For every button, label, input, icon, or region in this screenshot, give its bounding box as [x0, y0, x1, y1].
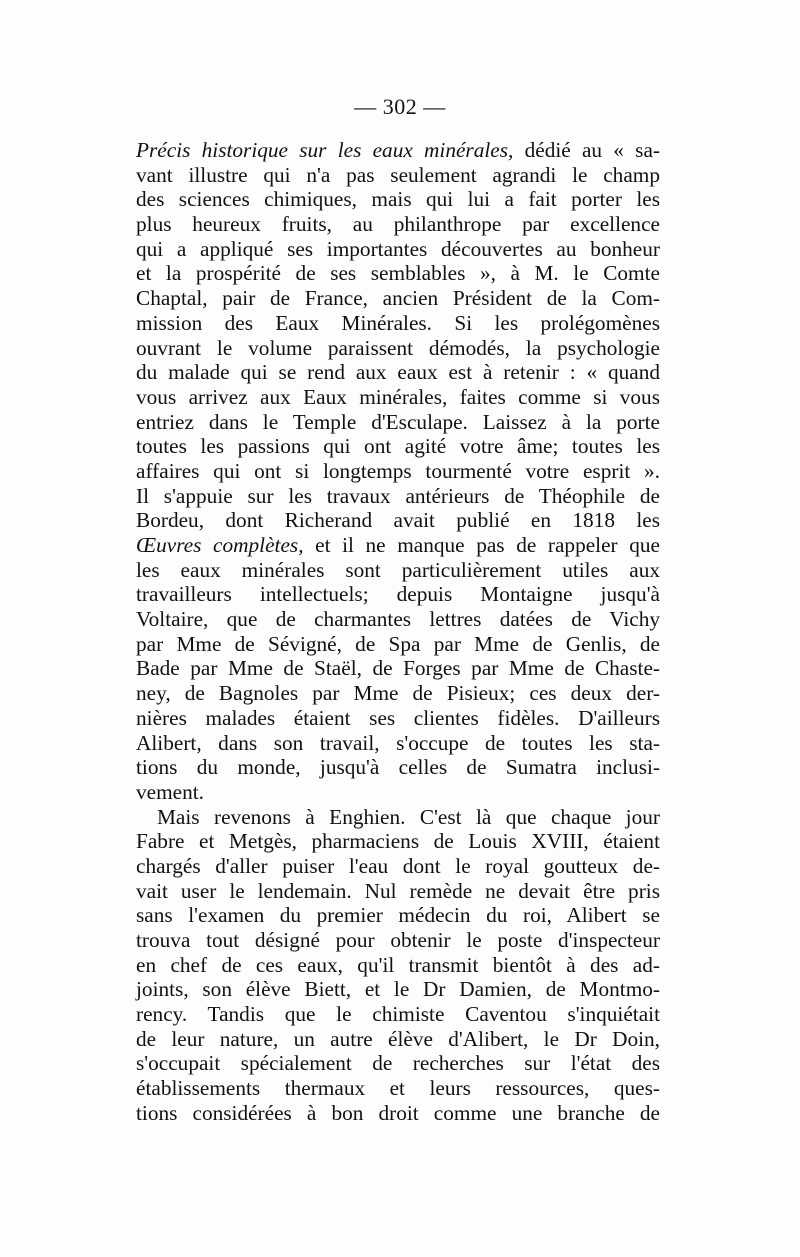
text-line: trouva tout désigné pour obtenir le poste d'inspecteur	[136, 928, 660, 952]
text-line: sans l'examen du premier médecin du roi, Alibert se	[136, 903, 660, 928]
text-line: vement.	[136, 779, 205, 804]
text-line: Alibert, dans son travail, s'occupe de toutes les sta-	[136, 730, 660, 755]
text-line: ney, de Bagnoles par Mme de Pisieux; ces deux der-	[136, 681, 660, 706]
text-line	[136, 138, 660, 163]
text-line: mission des Eaux Minérales. Si les prolégomènes	[136, 310, 660, 335]
text-line: Bordeu, dont Richerand avait publié en 1818 les	[136, 508, 660, 533]
text-line: affaires qui ont si longtemps tourmenté votre esprit ».	[136, 458, 660, 483]
text-line: des sciences chimiques, mais qui lui a fait porter les	[136, 187, 660, 212]
text-line: joints, son élève Biett, et le Dr Damien, de Montmo-	[136, 977, 660, 1002]
italic-title: Œuvres complètes,	[136, 533, 304, 557]
text-line: et la prospérité de ses semblables », à M. le Comte	[136, 261, 660, 286]
text-line: vant illustre qui n'a pas seulement agrandi le champ	[136, 162, 660, 187]
italic-title: Précis historique sur les eaux minérales,	[136, 138, 514, 162]
text-line	[136, 533, 660, 558]
text-line: Bade par Mme de Staël, de Forges par Mme de Chaste-	[136, 656, 660, 681]
page-number: — 302 —	[354, 94, 446, 119]
text-line: de leur nature, un autre élève d'Alibert, le Dr Doin,	[136, 1026, 660, 1051]
text-line: nières malades étaient ses clientes fidèles. D'ailleurs	[136, 705, 660, 730]
text-line: vait user le lendemain. Nul remède ne devait être pris	[136, 878, 660, 903]
text-line: Voltaire, que de charmantes lettres datées de Vichy	[136, 607, 660, 632]
text-line: établissements thermaux et leurs ressources, ques-	[136, 1076, 660, 1101]
text-line: toutes les passions qui ont agité votre âme; toutes les	[136, 434, 660, 459]
text-line: entriez dans le Temple d'Esculape. Laissez à la porte	[136, 409, 660, 434]
line-text: dédié au « sa-	[513, 138, 660, 162]
text-line: vous arrivez aux Eaux minérales, faites comme si vous	[136, 384, 660, 409]
text-line: ouvrant le volume paraissent démodés, la psychologie	[136, 335, 660, 360]
text-line: rency. Tandis que le chimiste Caventou s'inquiétait	[136, 1002, 660, 1027]
text-line: qui a appliqué ses importantes découvertes au bonheur	[136, 236, 660, 261]
text-line: par Mme de Sévigné, de Spa par Mme de Genlis, de	[136, 631, 660, 656]
text-line: s'occupait spécialement de recherches sur l'état des	[136, 1051, 660, 1076]
text-line: Fabre et Metgès, pharmaciens de Louis XVIII, étaient	[136, 829, 660, 854]
text-line: chargés d'aller puiser l'eau dont le royal goutteux de-	[136, 853, 660, 878]
text-line: travailleurs intellectuels; depuis Montaigne jusqu'à	[136, 582, 660, 607]
line-text: et il ne manque pas de rappeler que	[303, 533, 660, 557]
text-line: du malade qui se rend aux eaux est à retenir : « quand	[136, 360, 660, 385]
body-text	[136, 138, 660, 1126]
text-line: les eaux minérales sont particulièrement utiles aux	[136, 557, 660, 582]
text-line: Chaptal, pair de France, ancien Président de la Com-	[136, 286, 660, 311]
text-line: plus heureux fruits, au philanthrope par excellence	[136, 212, 660, 237]
text-line: tions considérées à bon droit comme une branche de	[136, 1100, 660, 1125]
text-line: en chef de ces eaux, qu'il transmit bientôt à des ad-	[136, 952, 660, 977]
text-line: Il s'appuie sur les travaux antérieurs de Théophile de	[136, 483, 660, 508]
text-line: tions du monde, jusqu'à celles de Sumatra inclusi-	[136, 755, 660, 780]
text-line: Mais revenons à Enghien. C'est là que chaque jour	[157, 804, 660, 829]
